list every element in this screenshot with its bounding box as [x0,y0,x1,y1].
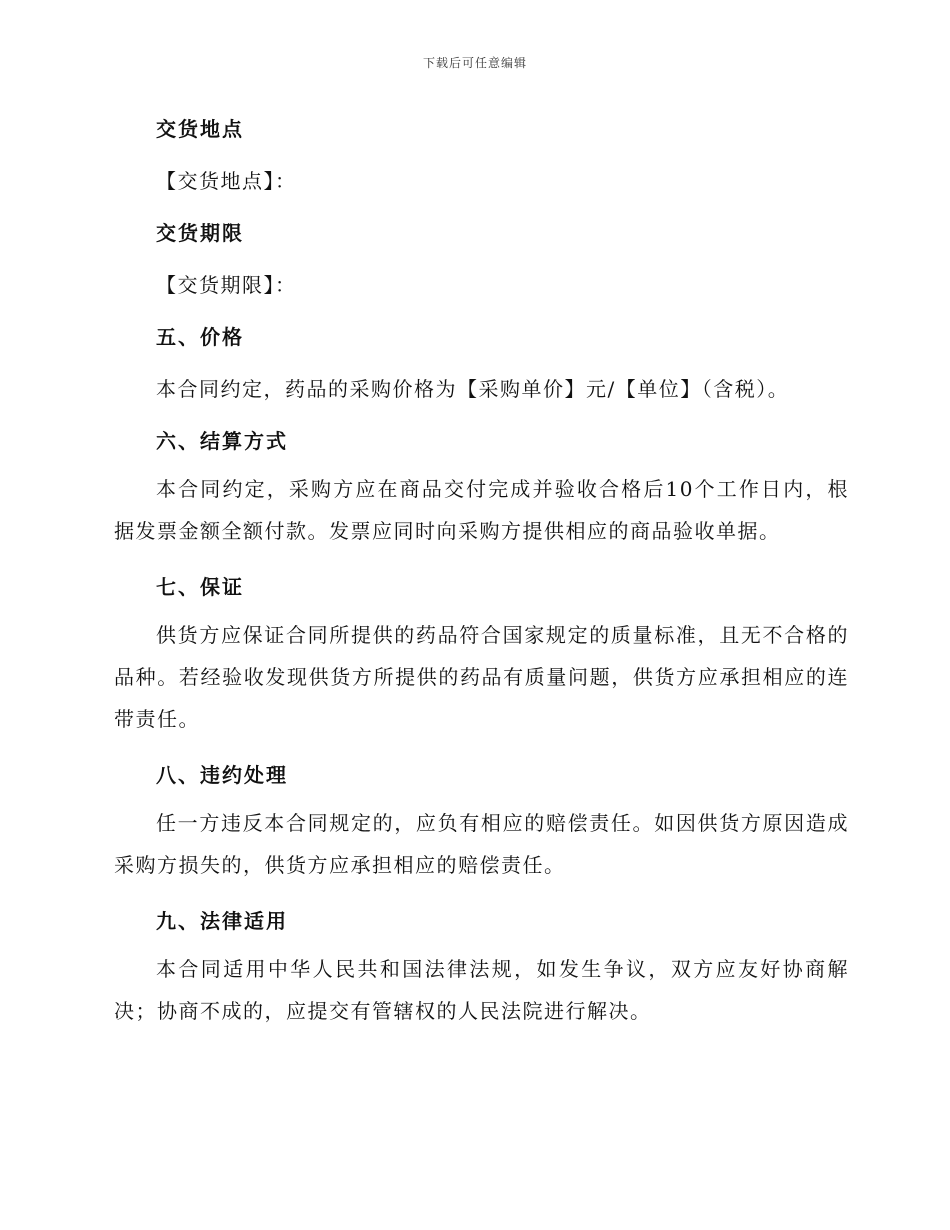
law-paragraph: 本合同适用中华人民共和国法律法规，如发生争议，双方应友好协商解决；协商不成的，应提交有管辖权的人民法院进行解决。 [114,957,849,1023]
page-header: 下载后可任意编辑 [422,56,527,70]
breach-paragraph: 任一方违反本合同规定的，应负有相应的赔偿责任。如因供货方原因造成采购方损失的，供货方应承担相应的赔偿责任。 [114,811,849,877]
section-heading-delivery-place: 交货地点 [156,117,244,141]
settlement-paragraph: 本合同约定，采购方应在商品交付完成并验收合格后10个工作日内，根据发票金额全额付款。发票应同时向采购方提供相应的商品验收单据。 [114,477,849,543]
section-heading-settlement: 六、结算方式 [156,429,288,453]
section-heading-delivery-term: 交货期限 [156,221,244,245]
section-heading-guarantee: 七、保证 [156,575,244,599]
guarantee-paragraph: 供货方应保证合同所提供的药品符合国家规定的质量标准，且无不合格的品种。若经验收发现供货方所提供的药品有质量问题，供货方应承担相应的连带责任。 [114,623,849,731]
price-paragraph: 本合同约定，药品的采购价格为【采购单价】元/【单位】（含税）。 [156,377,790,401]
section-heading-law: 九、法律适用 [156,909,288,933]
section-heading-price: 五、价格 [156,325,244,349]
section-heading-breach: 八、违约处理 [156,763,288,787]
delivery-place-field: 【交货地点】： [156,169,297,193]
delivery-term-field: 【交货期限】： [156,273,297,297]
